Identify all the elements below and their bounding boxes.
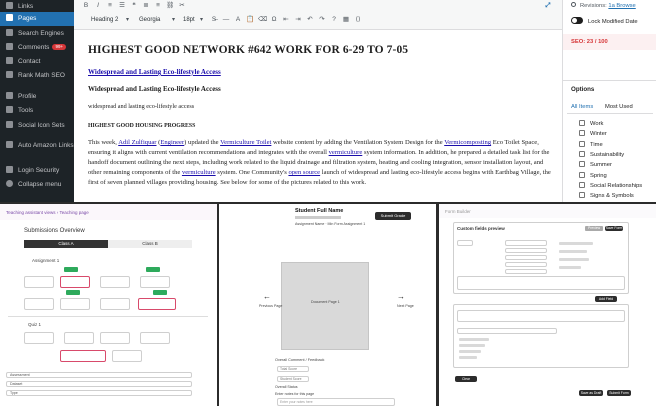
tools-icon: [6, 106, 13, 113]
align-center-icon[interactable]: ≡: [156, 2, 160, 9]
pages-icon: [6, 14, 13, 21]
category-checkbox[interactable]: [579, 192, 585, 198]
prev-page-label[interactable]: Previous Page: [259, 304, 283, 308]
placeholder-line: [559, 258, 589, 261]
links-icon: [6, 2, 13, 9]
post-content-editor[interactable]: [74, 30, 562, 202]
sidebar-item-contact[interactable]: Contact: [0, 55, 74, 69]
description-textarea[interactable]: [457, 276, 625, 290]
grading-view-screenshot: [219, 204, 436, 406]
tab-divider: [567, 113, 653, 114]
category-time[interactable]: Time: [579, 141, 603, 148]
table-icon[interactable]: ▦: [342, 16, 350, 23]
rank-math-icon: [6, 71, 13, 78]
form-builder-title: Form Builder: [445, 209, 471, 214]
collapse-menu-button[interactable]: Collapse menu: [0, 178, 74, 192]
link-vermicomposting[interactable]: Vermicomposting: [444, 139, 492, 146]
header-bar: [439, 204, 656, 218]
sidebar-item-links[interactable]: Links: [0, 0, 74, 14]
social-icon-sets-icon: [6, 121, 13, 128]
total-score-field[interactable]: Total Score: [277, 366, 309, 372]
editor-toolbar: [74, 0, 562, 30]
form-builder-screenshot: [439, 204, 656, 406]
sidebar-item-comments[interactable]: Comments 99+: [0, 41, 74, 55]
paste-text-icon[interactable]: 📋: [246, 16, 255, 23]
field-config-input[interactable]: [457, 328, 557, 334]
unlink-icon[interactable]: ✂: [179, 2, 185, 9]
category-summer[interactable]: Summer: [579, 161, 612, 168]
status-tag: [66, 290, 80, 295]
category-spring[interactable]: Spring: [579, 172, 607, 179]
block-format-select[interactable]: Heading 2 ▾: [88, 14, 130, 26]
notes-label: Enter notes for this page: [275, 392, 315, 396]
submit-grade-button[interactable]: Submit Grade: [375, 212, 411, 220]
field-config-input[interactable]: [457, 310, 625, 322]
form-select[interactable]: [505, 248, 547, 253]
group-assignment-title: Assignment 1: [32, 258, 60, 263]
revisions-browse-link[interactable]: 1a Browse: [608, 3, 636, 9]
sidebar-item-auto-amazon-links[interactable]: Auto Amazon Links: [0, 140, 74, 158]
dropdown-dataset[interactable]: Dataset: [6, 381, 192, 387]
status-tag: [64, 267, 78, 272]
document-preview: [281, 262, 369, 350]
status-tag: [153, 290, 167, 295]
search-engines-icon: [6, 29, 13, 36]
form-section-title: Custom fields preview: [457, 226, 505, 231]
submission-card[interactable]: [24, 276, 54, 288]
page-title: Submissions Overview: [24, 228, 85, 234]
progress-paragraph: This week, Adil Zulfiquar (Engineer) updated the Vermiculture Toilet website content by adding the Ventilation System Design for the Vermicomposting Eco Toilet Space, ensuring it aligns with current ventilation recommendations and integrates with the overall vermiculture system information. In addition, he prepared a detailed task list for the handoff document outlining the next steps, including work related to the liquid drainage and filtration system, heating and cooling integration, sensor installation layout, and other remaining components of the vermiculture system. One Community's open source launch of widespread and lasting eco-lifestyle access begins with Earthbag Village, the first of seven planned villages providing housing. See below for some of the pictures related to this work.: [88, 139, 551, 186]
form-select[interactable]: [505, 240, 547, 246]
category-sustainability[interactable]: Sustainability: [579, 151, 624, 158]
link-open-source[interactable]: open source: [288, 169, 321, 176]
submission-card[interactable]: [24, 298, 54, 310]
submission-card[interactable]: [140, 276, 170, 288]
italic-icon[interactable]: I: [97, 2, 99, 9]
group-quiz-title: Quiz 1: [28, 322, 42, 327]
submission-card[interactable]: [100, 332, 130, 344]
sidebar-item-rank-math[interactable]: Rank Math SEO: [0, 69, 74, 83]
breadcrumb[interactable]: Teaching assistant views › Teaching page: [6, 210, 89, 215]
student-name: Student Full Name: [295, 208, 344, 214]
bullet-list-icon[interactable]: ≡: [108, 2, 112, 9]
sidebar-item-search-engines[interactable]: Search Engines: [0, 27, 74, 41]
dropdown-assessment[interactable]: Assessment: [6, 372, 192, 378]
placeholder-line: [459, 338, 489, 341]
placeholder-line: [459, 344, 485, 347]
submissions-overview-screenshot: [0, 204, 217, 406]
dropdown-type[interactable]: Type: [6, 390, 192, 396]
text-color-icon[interactable]: A: [235, 16, 241, 23]
placeholder-line: [459, 356, 477, 359]
category-checkbox[interactable]: [579, 151, 585, 157]
form-input[interactable]: [457, 240, 473, 246]
link-vermiculture-toilet[interactable]: Vermiculture Toilet: [220, 139, 272, 146]
collapse-icon: [6, 180, 13, 187]
placeholder-line: [559, 250, 587, 253]
wordpress-editor-window: [0, 0, 656, 202]
category-checkbox[interactable]: [579, 161, 585, 167]
next-page-label[interactable]: Next Page: [397, 304, 414, 308]
submission-card[interactable]: [112, 350, 142, 362]
outdent-icon[interactable]: ⇤: [283, 16, 289, 23]
amazon-links-icon: [6, 141, 13, 148]
horizontal-rule-icon[interactable]: —: [222, 16, 230, 23]
clear-button[interactable]: Clear: [455, 376, 477, 382]
next-page-arrow-icon[interactable]: →: [397, 292, 405, 301]
divider: [563, 80, 656, 81]
notes-input[interactable]: Enter your notes here: [277, 398, 395, 406]
submission-card[interactable]: [140, 332, 170, 344]
tab-class-b[interactable]: Class B: [108, 240, 192, 248]
tab-class-a[interactable]: Class A: [24, 240, 108, 248]
submit-form-button[interactable]: Submit Form: [607, 390, 631, 396]
submission-card[interactable]: [100, 298, 130, 310]
tab-all-items[interactable]: All Items: [571, 104, 594, 110]
category-signs-symbols[interactable]: Signs & Symbols: [579, 192, 634, 199]
link-vermiculture-1[interactable]: vermiculture: [328, 149, 363, 156]
special-char-icon[interactable]: Ω: [271, 16, 277, 23]
indent-icon[interactable]: ⇥: [295, 16, 301, 23]
category-checkbox[interactable]: [579, 120, 585, 126]
clock-icon: [571, 2, 576, 7]
link-vermiculture-2[interactable]: vermiculture: [181, 169, 216, 176]
revisions-row: Revisions: 1a Browse: [571, 2, 636, 9]
sidebar-item-tools[interactable]: Tools: [0, 104, 74, 118]
category-checkbox[interactable]: [579, 130, 585, 136]
sidebar-item-pages[interactable]: Pages: [0, 12, 74, 26]
lock-modified-toggle[interactable]: [571, 17, 583, 24]
submission-card[interactable]: [60, 298, 90, 310]
submission-card[interactable]: [24, 332, 54, 344]
category-checkbox[interactable]: [579, 182, 585, 188]
submission-card-flagged[interactable]: [138, 298, 176, 310]
student-meta: Assignment Name · Min Form Assignment 1: [295, 222, 366, 226]
font-size-select[interactable]: 18pt ▾: [180, 14, 204, 26]
strikethrough-icon[interactable]: S̶: [211, 16, 217, 23]
numbered-list-icon[interactable]: ☰: [119, 2, 125, 9]
redo-icon[interactable]: ↷: [319, 16, 325, 23]
placeholder-line: [459, 350, 481, 353]
shield-icon: [6, 166, 13, 173]
link-engineer[interactable]: Engineer: [160, 139, 185, 146]
bold-icon[interactable]: B: [83, 2, 89, 9]
comments-count-badge: 99+: [52, 44, 66, 50]
font-family-select[interactable]: Georgia ▾: [136, 14, 176, 26]
blockquote-icon[interactable]: ❝: [132, 2, 136, 9]
sub-heading: Widespread and Lasting Eco-lifestyle Access: [88, 85, 221, 93]
category-work[interactable]: Work: [579, 120, 603, 127]
placeholder-bar: [295, 216, 341, 219]
form-select[interactable]: [505, 262, 547, 267]
add-field-button[interactable]: Add Field: [595, 296, 617, 302]
category-checkbox[interactable]: [579, 141, 585, 147]
submission-card-flagged[interactable]: [60, 276, 90, 288]
body-text: widespread and lasting eco-lifestyle access: [88, 103, 195, 110]
options-title: Options: [571, 86, 595, 93]
link-icon[interactable]: ⛓: [166, 2, 175, 9]
document-caption: Document Page 1: [311, 300, 340, 304]
tab-most-used[interactable]: Most Used: [605, 104, 633, 110]
submission-card[interactable]: [100, 276, 130, 288]
code-icon[interactable]: ⟨⟩: [355, 16, 361, 23]
profile-icon: [6, 92, 13, 99]
divider: [8, 316, 208, 317]
document-settings-panel: [562, 0, 656, 202]
status-tag: [146, 267, 160, 272]
post-heading: HIGHEST GOOD NETWORK #642 WORK FOR 6-29 TO 7-05: [88, 44, 409, 56]
submission-card-flagged[interactable]: [60, 350, 106, 362]
form-select[interactable]: [505, 255, 547, 260]
submission-card[interactable]: [64, 332, 94, 344]
align-left-icon[interactable]: ≣: [143, 2, 149, 9]
undo-icon[interactable]: ↶: [307, 16, 313, 23]
sidebar-item-login-security[interactable]: Login Security: [0, 164, 74, 178]
placeholder-line: [559, 266, 581, 269]
lock-modified-row[interactable]: Lock Modified Date: [571, 17, 638, 25]
category-social-relationships[interactable]: Social Relationships: [579, 182, 642, 189]
student-score-field[interactable]: Student Score: [277, 376, 309, 382]
section-heading: HIGHEST GOOD HOUSING PROGRESS: [88, 123, 196, 129]
comments-icon: [6, 43, 13, 50]
seo-score: SEO: 23 / 100: [571, 39, 608, 45]
help-icon[interactable]: ?: [332, 16, 336, 23]
contact-icon: [6, 57, 13, 64]
expand-icon[interactable]: ⤢: [545, 2, 551, 9]
save-form-button[interactable]: Save Form: [605, 226, 623, 230]
preview-button[interactable]: Preview: [585, 226, 603, 231]
save-draft-button[interactable]: Save as Draft: [580, 391, 602, 395]
category-checkbox[interactable]: [579, 172, 585, 178]
comment-label: Overall Comment / Feedback: [275, 358, 325, 362]
placeholder-line: [559, 242, 593, 245]
link-adil[interactable]: Adil Zulfiquar: [118, 139, 157, 146]
wp-admin-sidebar: [0, 0, 74, 202]
form-select[interactable]: [505, 269, 547, 274]
sidebar-item-profile[interactable]: Profile: [0, 90, 74, 104]
overall-status-label: Overall Status: [275, 385, 298, 389]
category-winter[interactable]: Winter: [579, 130, 607, 137]
prev-page-arrow-icon[interactable]: ←: [263, 292, 271, 301]
sidebar-item-social-icon-sets[interactable]: Social Icon Sets: [0, 119, 74, 133]
heading-link[interactable]: Widespread and Lasting Eco-lifestyle Access: [88, 68, 221, 76]
clear-format-icon[interactable]: ⌫: [258, 16, 268, 23]
